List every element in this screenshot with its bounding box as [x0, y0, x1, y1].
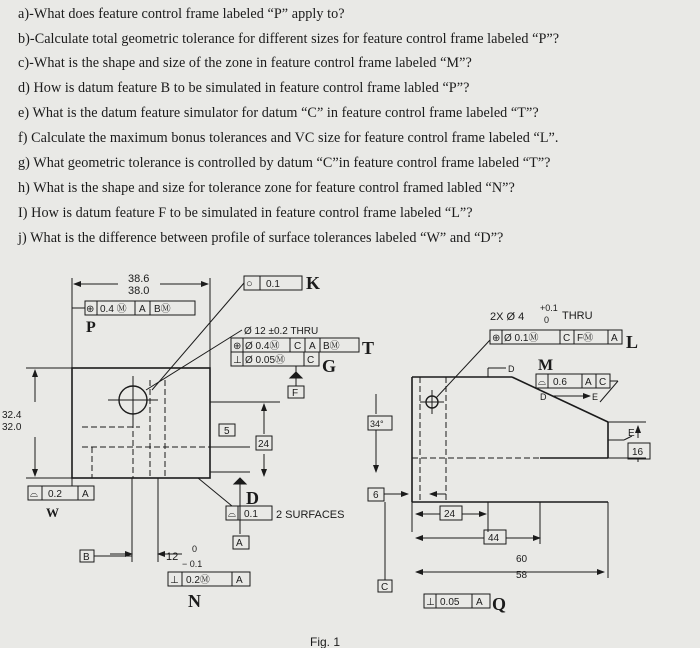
datum-a-label: A [236, 538, 243, 549]
dim-32-0-label: 32.0 [2, 422, 22, 433]
dim-44-label: 44 [488, 533, 500, 544]
angle-34 [368, 394, 392, 472]
hole-2x-callout: 2X Ø 4 [490, 311, 525, 323]
fcf-l-cell-4: FⓂ [577, 333, 594, 344]
dim-38-6-label: 38.6 [128, 273, 150, 285]
fcf-n-cell-3: A [236, 575, 243, 586]
dim-38-0-label: 38.0 [128, 285, 150, 297]
question-h: h) What is the shape and size for tolerance zone for feature control framed labled “N”? [18, 180, 515, 196]
fcf-l-cell-3: C [563, 333, 571, 344]
fcf-w-cell-1: ⌓ [30, 489, 38, 500]
hole-callout-leader [146, 330, 242, 390]
datum-f-label: F [292, 388, 299, 399]
hole-thru: THRU [562, 310, 593, 322]
question-e: e) What is the datum feature simulator for datum “C” in feature control frame labeled “T”? [18, 105, 539, 121]
fcf-m-cell-3: A [585, 377, 592, 388]
fcf-w-cell-3: A [82, 489, 89, 500]
surfaces-note: 2 SURFACES [276, 509, 345, 521]
fig-caption: Fig. 1 [310, 635, 341, 648]
fcf-q-cell-1: ⊥ [426, 597, 435, 608]
dim-16-label: 16 [632, 447, 644, 458]
label-w: W [46, 505, 59, 520]
fcf-g-cell-3: C [307, 355, 315, 366]
fcf-m-cell-1: ⌓ [538, 377, 546, 388]
fcf-p-cell-3: A [139, 304, 146, 315]
fcf-m-d-label: D [540, 392, 547, 402]
fcf-q-cell-3: A [476, 597, 483, 608]
fcf-m-cell-2: 0.6 [553, 377, 567, 388]
dim-6 [368, 488, 446, 501]
label-p: P [86, 319, 96, 336]
dim-12-upper-tol: 0 [192, 544, 198, 554]
hole-tol-lower: 0 [544, 315, 550, 325]
drawing-canvas [0, 262, 700, 648]
question-c: c)-What is the shape and size of the zone in feature control frame labeled “M”? [18, 55, 472, 71]
fcf-l-cell-5: A [611, 333, 618, 344]
dim-32-4-label: 32.4 [2, 410, 22, 421]
label-q: Q [492, 594, 507, 614]
fcf-m-e-label: E [592, 392, 599, 402]
fcf-t-cell-5: BⓂ [323, 341, 340, 352]
fcf-t-cell-3: C [294, 341, 302, 352]
fcf-w-cell-2: 0.2 [48, 489, 62, 500]
label-n: N [188, 591, 201, 611]
label-l: L [626, 332, 639, 352]
right-e-label: E [628, 428, 635, 439]
fcf-l-cell-1: ⊕ [492, 333, 501, 344]
dim-58-label: 58 [516, 570, 528, 581]
datum-b-label: B [83, 552, 90, 563]
dim-12 [110, 478, 182, 562]
fcf-t-cell-2: Ø 0.4Ⓜ [245, 341, 280, 352]
question-f: f) Calculate the maximum bonus tolerances and VC size for feature control frame labeled “L”. [18, 130, 559, 146]
fcf-n-cell-1: ⊥ [170, 575, 179, 586]
fcf-l-cell-2: Ø 0.1Ⓜ [504, 333, 539, 344]
dim-5-label: 5 [224, 426, 230, 437]
dim-5 [210, 424, 250, 472]
dim-44 [416, 502, 540, 544]
hole-tol-upper: +0.1 [540, 303, 558, 313]
dim-6-label: 6 [373, 490, 379, 501]
label-m: M [538, 357, 554, 374]
dim-24-left-label: 24 [258, 439, 270, 450]
fcf-g-cell-1: ⊥ [233, 355, 242, 366]
question-a: a)-What does feature control frame labeled “P” apply to? [18, 6, 345, 22]
question-i: I) How is datum feature F to be simulated in feature control frame labeled “L”? [18, 205, 473, 221]
datum-c-label: C [381, 582, 389, 593]
fcf-n-cell-2: 0.2Ⓜ [186, 575, 210, 586]
dim-12-label: 12 [166, 551, 179, 563]
question-b: b)-Calculate total geometric tolerance for different sizes for feature control frame labeled “P”? [18, 31, 560, 47]
fcf-q-cell-2: 0.05 [440, 597, 460, 608]
hole-2x-leader [436, 340, 490, 398]
dim-32-height [26, 368, 72, 478]
dim-24-right-label: 24 [444, 509, 456, 520]
dim-24-left [210, 402, 280, 476]
datum-c-symbol [378, 502, 392, 592]
label-g: G [322, 356, 337, 376]
left-part-outline [72, 368, 210, 478]
fcf-d-cell-2: 0.1 [244, 509, 258, 520]
fcf-g-cell-2: Ø 0.05Ⓜ [245, 355, 286, 366]
label-k: K [306, 273, 321, 293]
dim-60-label: 60 [516, 554, 528, 565]
fcf-p-cell-1: ⊕ [86, 304, 95, 315]
fcf-d-cell-1: ⌓ [228, 509, 236, 520]
question-d: d) How is datum feature B to be simulated in feature control frame labled “P”? [18, 80, 470, 96]
right-d-label: D [508, 364, 515, 374]
engineering-drawing [0, 262, 700, 648]
fcf-p-cell-2: 0.4 Ⓜ [100, 304, 127, 315]
dim-12-lower-tol: − 0.1 [182, 559, 203, 569]
fcf-p-cell-4: BⓂ [154, 304, 171, 315]
angle-34-label: 34° [370, 419, 384, 429]
label-d: D [246, 488, 259, 508]
fcf-k-cell-1: ○ [246, 278, 253, 290]
fcf-t-cell-4: A [309, 341, 316, 352]
hole-callout-text: Ø 12 ±0.2 THRU [244, 326, 319, 337]
question-g: g) What geometric tolerance is controlled by datum “C”in feature control frame labeled “T”? [18, 155, 551, 171]
label-t: T [362, 338, 375, 358]
right-d-marker [488, 368, 506, 377]
question-j: j) What is the difference between profile of surface tolerances labeled “W” and “D”? [18, 230, 504, 246]
fcf-t-cell-1: ⊕ [233, 341, 242, 352]
fcf-m-cell-4: C [599, 377, 607, 388]
fcf-k-cell-2: 0.1 [266, 279, 280, 290]
